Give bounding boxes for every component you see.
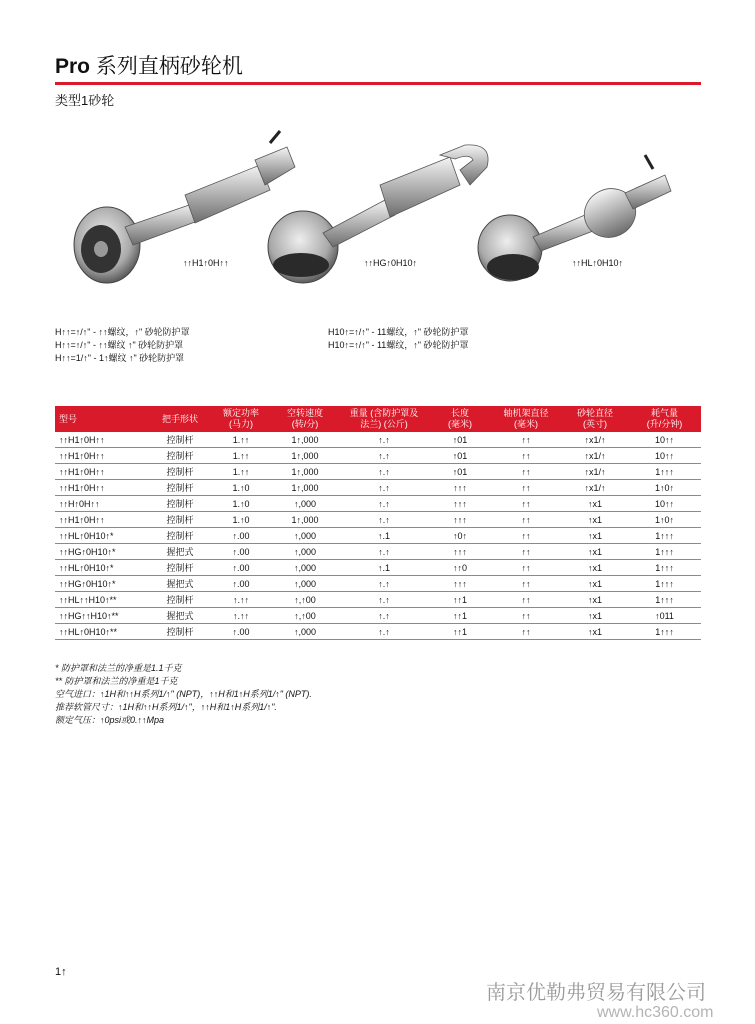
table-row bbox=[55, 624, 701, 640]
cell-model: ↑↑H1↑0H↑↑ bbox=[55, 512, 150, 528]
cell-length: ↑↑↑ bbox=[430, 544, 490, 560]
col-header-wheel-diameter: 砂轮直径 (英寸) bbox=[562, 406, 628, 432]
cell-speed: ↑,000 bbox=[272, 528, 338, 544]
cell-weight: ↑.↑ bbox=[338, 496, 430, 512]
cell-wheel-diameter: ↑x1/↑ bbox=[562, 480, 628, 496]
thread-spec-line: H↑↑=1/↑" - 1↑螺纹 ↑" 砂轮防护罩 bbox=[55, 353, 185, 363]
table-row bbox=[55, 592, 701, 608]
cell-spindle-diameter: ↑↑ bbox=[490, 496, 562, 512]
cell-power: 1.↑0 bbox=[210, 512, 272, 528]
cell-model: ↑↑HL↑0H10↑** bbox=[55, 624, 150, 640]
cell-speed: ↑,000 bbox=[272, 496, 338, 512]
cell-wheel-diameter: ↑x1 bbox=[562, 624, 628, 640]
col-header-weight: 重量 (含防护罩及 法兰) (公斤) bbox=[338, 406, 430, 432]
cell-speed: 1↑,000 bbox=[272, 464, 338, 480]
cell-power: 1.↑↑ bbox=[210, 432, 272, 448]
cell-speed: ↑,000 bbox=[272, 624, 338, 640]
cell-model: ↑↑H1↑0H↑↑ bbox=[55, 480, 150, 496]
col-header-speed: 空转速度 (转/分) bbox=[272, 406, 338, 432]
cell-speed: ↑,↑00 bbox=[272, 608, 338, 624]
cell-handle: 控制杆 bbox=[150, 496, 210, 512]
cell-handle: 控制杆 bbox=[150, 480, 210, 496]
cell-model: ↑↑H1↑0H↑↑ bbox=[55, 448, 150, 464]
cell-handle: 控制杆 bbox=[150, 560, 210, 576]
table-row bbox=[55, 448, 701, 464]
cell-length: ↑01 bbox=[430, 464, 490, 480]
page-subtitle: 类型1砂轮 bbox=[55, 93, 115, 108]
table-row bbox=[55, 560, 701, 576]
cell-spindle-diameter: ↑↑ bbox=[490, 560, 562, 576]
cell-air-consumption: 1↑0↑ bbox=[628, 480, 701, 496]
cell-weight: ↑.↑ bbox=[338, 592, 430, 608]
cell-wheel-diameter: ↑x1 bbox=[562, 496, 628, 512]
cell-length: ↑↑↑ bbox=[430, 480, 490, 496]
grinder-illustrations bbox=[55, 115, 701, 315]
cell-handle: 控制杆 bbox=[150, 512, 210, 528]
cell-model: ↑↑HG↑0H10↑* bbox=[55, 576, 150, 592]
footnote: 空气进口：↑1H和↑↑H系列1/↑" (NPT)，↑↑H和1↑H系列1/↑" (NPT). bbox=[55, 689, 312, 699]
watermark-company: 南京优勒弗贸易有限公司 bbox=[486, 982, 706, 1004]
cell-air-consumption: 1↑↑↑ bbox=[628, 544, 701, 560]
cell-model: ↑↑HL↑0H10↑* bbox=[55, 560, 150, 576]
table-row bbox=[55, 496, 701, 512]
cell-handle: 握把式 bbox=[150, 544, 210, 560]
cell-spindle-diameter: ↑↑ bbox=[490, 592, 562, 608]
cell-weight: ↑.↑ bbox=[338, 448, 430, 464]
cell-model: ↑↑HG↑↑H10↑** bbox=[55, 608, 150, 624]
thread-specs-right bbox=[328, 326, 469, 352]
cell-wheel-diameter: ↑x1 bbox=[562, 528, 628, 544]
cell-weight: ↑.1 bbox=[338, 528, 430, 544]
cell-handle: 握把式 bbox=[150, 608, 210, 624]
cell-air-consumption: ↑011 bbox=[628, 608, 701, 624]
thread-spec-line: H10↑=↑/↑" - 11螺纹，↑" 砂轮防护罩 bbox=[328, 340, 469, 350]
cell-weight: ↑.↑ bbox=[338, 432, 430, 448]
cell-wheel-diameter: ↑x1 bbox=[562, 592, 628, 608]
cell-power: ↑.↑↑ bbox=[210, 592, 272, 608]
thread-spec-line: H↑↑=↑/↑" - ↑↑螺纹 ↑" 砂轮防护罩 bbox=[55, 340, 184, 350]
cell-handle: 控制杆 bbox=[150, 624, 210, 640]
col-header-model: 型号 bbox=[55, 406, 150, 432]
title-brand: Pro bbox=[55, 55, 91, 78]
cell-handle: 控制杆 bbox=[150, 464, 210, 480]
cell-wheel-diameter: ↑x1/↑ bbox=[562, 464, 628, 480]
cell-model: ↑↑HL↑0H10↑* bbox=[55, 528, 150, 544]
cell-air-consumption: 1↑↑↑ bbox=[628, 560, 701, 576]
thread-specs-left bbox=[55, 326, 190, 365]
footnote: * 防护罩和法兰的净重是1.1千克 bbox=[55, 663, 182, 673]
title-underline bbox=[55, 82, 701, 85]
cell-weight: ↑.↑ bbox=[338, 576, 430, 592]
cell-spindle-diameter: ↑↑ bbox=[490, 624, 562, 640]
cell-wheel-diameter: ↑x1/↑ bbox=[562, 448, 628, 464]
col-header-power: 额定功率 (马力) bbox=[210, 406, 272, 432]
cell-air-consumption: 1↑↑↑ bbox=[628, 592, 701, 608]
cell-speed: ↑,↑00 bbox=[272, 592, 338, 608]
cell-speed: ↑,000 bbox=[272, 560, 338, 576]
cell-handle: 控制杆 bbox=[150, 592, 210, 608]
col-header-spindle-diameter: 轴机架直径 (毫米) bbox=[490, 406, 562, 432]
cell-air-consumption: 10↑↑ bbox=[628, 496, 701, 512]
cell-wheel-diameter: ↑x1 bbox=[562, 576, 628, 592]
table-row bbox=[55, 480, 701, 496]
footnote: ** 防护罩和法兰的净重是1千克 bbox=[55, 676, 178, 686]
cell-air-consumption: 1↑↑↑ bbox=[628, 464, 701, 480]
cell-model: ↑↑HG↑0H10↑* bbox=[55, 544, 150, 560]
product-label-1: ↑↑H1↑0H↑↑ bbox=[183, 258, 229, 268]
cell-length: ↑↑1 bbox=[430, 592, 490, 608]
cell-model: ↑↑HL↑↑H10↑** bbox=[55, 592, 150, 608]
footnote: 推荐软管尺寸：↑1H和↑↑H系列1/↑"，↑↑H和1↑H系列1/↑". bbox=[55, 702, 277, 712]
cell-power: ↑.↑↑ bbox=[210, 608, 272, 624]
thread-spec-line: H↑↑=↑/↑" - ↑↑螺纹，↑" 砂轮防护罩 bbox=[55, 327, 190, 337]
cell-spindle-diameter: ↑↑ bbox=[490, 544, 562, 560]
cell-air-consumption: 10↑↑ bbox=[628, 432, 701, 448]
product-photos bbox=[55, 115, 701, 315]
cell-speed: 1↑,000 bbox=[272, 480, 338, 496]
col-header-handle: 把手形状 bbox=[150, 406, 210, 432]
page-number: 1↑ bbox=[55, 966, 67, 978]
col-header-air-consumption: 耗气量 (升/分钟) bbox=[628, 406, 701, 432]
cell-power: 1.↑↑ bbox=[210, 448, 272, 464]
cell-speed: ↑,000 bbox=[272, 544, 338, 560]
table-row bbox=[55, 528, 701, 544]
cell-length: ↑↑1 bbox=[430, 608, 490, 624]
cell-spindle-diameter: ↑↑ bbox=[490, 464, 562, 480]
cell-handle: 握把式 bbox=[150, 576, 210, 592]
spec-table bbox=[55, 406, 701, 640]
col-header-length: 长度 (毫米) bbox=[430, 406, 490, 432]
spec-table-body bbox=[55, 432, 701, 640]
cell-speed: 1↑,000 bbox=[272, 432, 338, 448]
cell-weight: ↑.↑ bbox=[338, 544, 430, 560]
cell-air-consumption: 1↑↑↑ bbox=[628, 624, 701, 640]
cell-length: ↑01 bbox=[430, 448, 490, 464]
cell-speed: 1↑,000 bbox=[272, 448, 338, 464]
cell-length: ↑↑↑ bbox=[430, 576, 490, 592]
cell-wheel-diameter: ↑x1 bbox=[562, 512, 628, 528]
watermark-url: www.hc360.com bbox=[597, 1004, 714, 1021]
cell-weight: ↑.↑ bbox=[338, 624, 430, 640]
cell-length: ↑↑↑ bbox=[430, 496, 490, 512]
cell-spindle-diameter: ↑↑ bbox=[490, 576, 562, 592]
cell-speed: ↑,000 bbox=[272, 576, 338, 592]
cell-wheel-diameter: ↑x1 bbox=[562, 608, 628, 624]
cell-power: ↑.00 bbox=[210, 528, 272, 544]
cell-handle: 控制杆 bbox=[150, 432, 210, 448]
product-label-3: ↑↑HL↑0H10↑ bbox=[572, 258, 624, 268]
cell-weight: ↑.↑ bbox=[338, 608, 430, 624]
cell-spindle-diameter: ↑↑ bbox=[490, 448, 562, 464]
table-row bbox=[55, 464, 701, 480]
cell-power: ↑.00 bbox=[210, 544, 272, 560]
cell-power: ↑.00 bbox=[210, 576, 272, 592]
cell-spindle-diameter: ↑↑ bbox=[490, 528, 562, 544]
cell-air-consumption: 1↑0↑ bbox=[628, 512, 701, 528]
page-title bbox=[55, 50, 243, 80]
cell-length: ↑↑1 bbox=[430, 624, 490, 640]
cell-spindle-diameter: ↑↑ bbox=[490, 512, 562, 528]
thread-spec-line: H10↑=↑/↑" - 11螺纹，↑" 砂轮防护罩 bbox=[328, 327, 469, 337]
product-label-2: ↑↑HG↑0H10↑ bbox=[364, 258, 418, 268]
table-row bbox=[55, 544, 701, 560]
cell-handle: 控制杆 bbox=[150, 528, 210, 544]
cell-handle: 控制杆 bbox=[150, 448, 210, 464]
spec-table-header bbox=[55, 406, 701, 432]
cell-wheel-diameter: ↑x1 bbox=[562, 544, 628, 560]
cell-speed: 1↑,000 bbox=[272, 512, 338, 528]
table-row bbox=[55, 576, 701, 592]
cell-weight: ↑.↑ bbox=[338, 464, 430, 480]
table-row bbox=[55, 608, 701, 624]
cell-air-consumption: 10↑↑ bbox=[628, 448, 701, 464]
cell-spindle-diameter: ↑↑ bbox=[490, 608, 562, 624]
cell-power: 1.↑0 bbox=[210, 496, 272, 512]
cell-power: ↑.00 bbox=[210, 624, 272, 640]
cell-weight: ↑.1 bbox=[338, 560, 430, 576]
table-row bbox=[55, 432, 701, 448]
cell-weight: ↑.↑ bbox=[338, 480, 430, 496]
cell-wheel-diameter: ↑x1 bbox=[562, 560, 628, 576]
cell-length: ↑↑↑ bbox=[430, 512, 490, 528]
cell-length: ↑01 bbox=[430, 432, 490, 448]
cell-air-consumption: 1↑↑↑ bbox=[628, 528, 701, 544]
table-row bbox=[55, 512, 701, 528]
cell-spindle-diameter: ↑↑ bbox=[490, 432, 562, 448]
cell-power: 1.↑0 bbox=[210, 480, 272, 496]
cell-length: ↑0↑ bbox=[430, 528, 490, 544]
title-text: 系列直柄砂轮机 bbox=[90, 55, 243, 78]
cell-model: ↑↑H1↑0H↑↑ bbox=[55, 464, 150, 480]
cell-model: ↑↑H1↑0H↑↑ bbox=[55, 432, 150, 448]
cell-power: 1.↑↑ bbox=[210, 464, 272, 480]
cell-model: ↑↑H↑0H↑↑ bbox=[55, 496, 150, 512]
cell-spindle-diameter: ↑↑ bbox=[490, 480, 562, 496]
cell-power: ↑.00 bbox=[210, 560, 272, 576]
footnote: 额定气压：↑0psi或0.↑↑Mpa bbox=[55, 715, 165, 725]
cell-length: ↑↑0 bbox=[430, 560, 490, 576]
cell-wheel-diameter: ↑x1/↑ bbox=[562, 432, 628, 448]
cell-weight: ↑.↑ bbox=[338, 512, 430, 528]
cell-air-consumption: 1↑↑↑ bbox=[628, 576, 701, 592]
footnotes bbox=[55, 662, 312, 727]
